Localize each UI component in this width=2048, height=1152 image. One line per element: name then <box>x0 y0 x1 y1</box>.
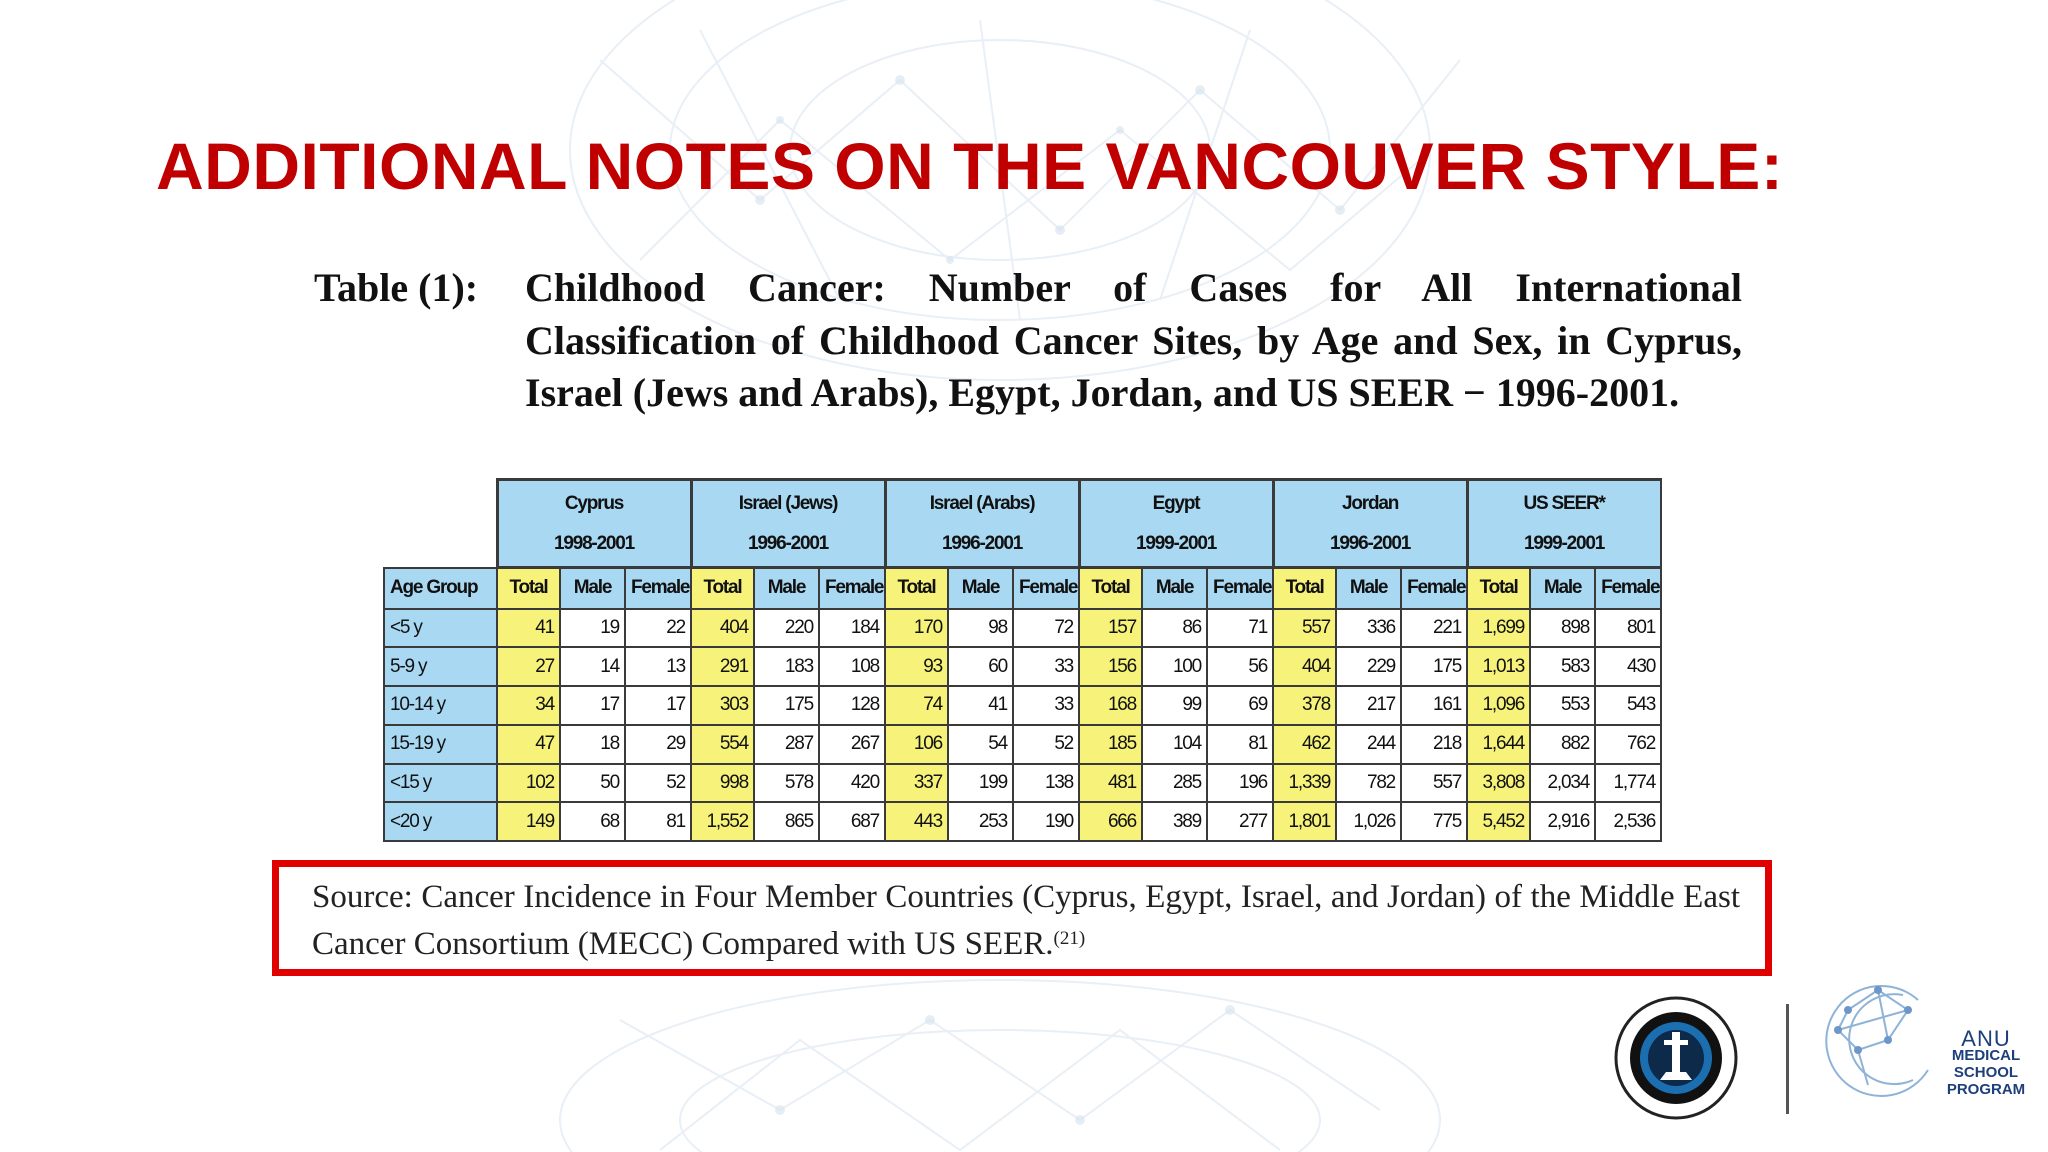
source-reference-number: (21) <box>1053 928 1086 949</box>
logo-divider <box>1786 1004 1789 1114</box>
table-cell: 196 <box>1207 764 1273 803</box>
country-header-row <box>384 480 1661 568</box>
table-cell: 865 <box>754 802 819 841</box>
blank-corner-cell <box>384 480 497 568</box>
table-cell: 33 <box>1013 647 1079 686</box>
table-cell: 47 <box>497 725 560 764</box>
table-cell: 41 <box>497 609 560 648</box>
column-header: Total <box>1079 568 1142 609</box>
table-cell: 33 <box>1013 686 1079 725</box>
table-cell: 81 <box>1207 725 1273 764</box>
table-cell: 29 <box>625 725 691 764</box>
anu-line3: SCHOOL <box>1953 1064 2019 1081</box>
table-row <box>384 725 1661 764</box>
country-period: 1996-2001 <box>942 532 1023 554</box>
table-cell: 404 <box>1273 647 1336 686</box>
table-cell: 775 <box>1401 802 1467 841</box>
table-row <box>384 802 1661 841</box>
table-cell: 666 <box>1079 802 1142 841</box>
table-cell: 1,644 <box>1467 725 1530 764</box>
table-cell: 149 <box>497 802 560 841</box>
table-cell: 72 <box>1013 609 1079 648</box>
table-cell: 285 <box>1142 764 1207 803</box>
table-cell: 34 <box>497 686 560 725</box>
alexandria-university-seal-icon <box>1614 996 1738 1120</box>
country-header-cell <box>691 480 885 568</box>
table-cell: 253 <box>948 802 1013 841</box>
table-cell: 161 <box>1401 686 1467 725</box>
table-cell: 98 <box>948 609 1013 648</box>
country-header-cell <box>1273 480 1467 568</box>
source-text: Source: Cancer Incidence in Four Member Countries (Cyprus, Egypt, Israel, and Jordan) of the Middle East Cancer Consortium (MECC) Compared with US SEER. <box>312 879 1740 962</box>
column-header: Female <box>1595 568 1661 609</box>
column-header: Total <box>1273 568 1336 609</box>
column-header: Male <box>1336 568 1401 609</box>
table-cell: 168 <box>1079 686 1142 725</box>
table-row <box>384 609 1661 648</box>
table-cell: 106 <box>885 725 948 764</box>
table-cell: 170 <box>885 609 948 648</box>
caption-body: Childhood Cancer: Number of Cases for All International Classification of Childhood Cancer Sites, by Age and Sex, in Cyprus, Israel (Jews and Arabs), Egypt, Jordan, and US SEER − 1996-2001. <box>525 265 1742 415</box>
anu-logo-text <box>1936 1026 2036 1098</box>
table-cell: 199 <box>948 764 1013 803</box>
column-header: Female <box>1401 568 1467 609</box>
country-period: 1998-2001 <box>553 532 635 554</box>
table-caption <box>314 262 1742 420</box>
table-cell: 554 <box>691 725 754 764</box>
table-cell: 443 <box>885 802 948 841</box>
table-cell: 1,026 <box>1336 802 1401 841</box>
table-cell: 267 <box>819 725 885 764</box>
table-row <box>384 764 1661 803</box>
country-header-cell <box>885 480 1079 568</box>
table-cell: 2,916 <box>1530 802 1595 841</box>
table-cell: 17 <box>560 686 625 725</box>
column-header: Total <box>1467 568 1530 609</box>
table-cell: 420 <box>819 764 885 803</box>
country-period: 1999-2001 <box>1524 532 1605 554</box>
table-cell: 1,552 <box>691 802 754 841</box>
country-name: Jordan <box>1341 492 1399 514</box>
table-cell: 578 <box>754 764 819 803</box>
table-cell: 99 <box>1142 686 1207 725</box>
source-citation <box>312 876 1740 965</box>
table-cell: 69 <box>1207 686 1273 725</box>
column-header: Total <box>497 568 560 609</box>
table-cell: 17 <box>625 686 691 725</box>
table-cell: 22 <box>625 609 691 648</box>
table-cell: 898 <box>1530 609 1595 648</box>
table-cell: 14 <box>560 647 625 686</box>
table-cell: 336 <box>1336 609 1401 648</box>
table-cell: 291 <box>691 647 754 686</box>
table-cell: 50 <box>560 764 625 803</box>
country-name: Israel (Arabs) <box>929 492 1035 514</box>
table-cell: 54 <box>948 725 1013 764</box>
table-cell: 138 <box>1013 764 1079 803</box>
table-cell: 81 <box>625 802 691 841</box>
table-cell: 1,339 <box>1273 764 1336 803</box>
table-cell: 378 <box>1273 686 1336 725</box>
table-cell: 229 <box>1336 647 1401 686</box>
country-period: 1999-2001 <box>1136 532 1217 554</box>
column-header: Female <box>625 568 691 609</box>
table-cell: 557 <box>1401 764 1467 803</box>
table-cell: 100 <box>1142 647 1207 686</box>
table-cell: 1,774 <box>1595 764 1661 803</box>
table-cell: 68 <box>560 802 625 841</box>
table-cell: 27 <box>497 647 560 686</box>
table-cell: 60 <box>948 647 1013 686</box>
country-name: US SEER* <box>1523 492 1605 514</box>
table-cell: 2,034 <box>1530 764 1595 803</box>
table-cell: 183 <box>754 647 819 686</box>
table-cell: 1,699 <box>1467 609 1530 648</box>
table-cell: 104 <box>1142 725 1207 764</box>
age-group-header: Age Group <box>384 568 497 609</box>
column-header: Female <box>1207 568 1273 609</box>
country-period: 1996-2001 <box>747 532 829 554</box>
table-cell: 52 <box>625 764 691 803</box>
table-cell: 74 <box>885 686 948 725</box>
table-cell: 18 <box>560 725 625 764</box>
age-group-cell: 10-14 y <box>384 686 497 725</box>
table-cell: 5,452 <box>1467 802 1530 841</box>
country-header-cell <box>497 480 691 568</box>
table-body <box>384 480 1661 842</box>
table-cell: 156 <box>1079 647 1142 686</box>
country-name: Israel (Jews) <box>738 492 838 514</box>
table-cell: 71 <box>1207 609 1273 648</box>
table-cell: 184 <box>819 609 885 648</box>
cancer-cases-table <box>383 478 1662 842</box>
table-cell: 13 <box>625 647 691 686</box>
table-cell: 3,808 <box>1467 764 1530 803</box>
age-group-cell: <20 y <box>384 802 497 841</box>
table-cell: 337 <box>885 764 948 803</box>
table-cell: 52 <box>1013 725 1079 764</box>
table-cell: 175 <box>1401 647 1467 686</box>
cancer-cases-table-wrapper <box>383 478 1662 856</box>
table-cell: 762 <box>1595 725 1661 764</box>
table-cell: 303 <box>691 686 754 725</box>
column-header: Male <box>948 568 1013 609</box>
country-period: 1996-2001 <box>1330 532 1411 554</box>
column-header: Total <box>691 568 754 609</box>
table-cell: 430 <box>1595 647 1661 686</box>
table-cell: 93 <box>885 647 948 686</box>
age-group-cell: 15-19 y <box>384 725 497 764</box>
table-cell: 687 <box>819 802 885 841</box>
table-cell: 287 <box>754 725 819 764</box>
age-group-cell: <15 y <box>384 764 497 803</box>
table-cell: 190 <box>1013 802 1079 841</box>
country-name: Cyprus <box>564 492 624 514</box>
table-cell: 175 <box>754 686 819 725</box>
table-cell: 2,536 <box>1595 802 1661 841</box>
table-cell: 128 <box>819 686 885 725</box>
table-cell: 462 <box>1273 725 1336 764</box>
table-cell: 543 <box>1595 686 1661 725</box>
country-name: Egypt <box>1152 492 1200 514</box>
column-header: Male <box>754 568 819 609</box>
table-cell: 19 <box>560 609 625 648</box>
table-cell: 86 <box>1142 609 1207 648</box>
column-header: Male <box>1530 568 1595 609</box>
table-row <box>384 647 1661 686</box>
table-cell: 389 <box>1142 802 1207 841</box>
column-header: Male <box>1142 568 1207 609</box>
country-header-cell <box>1079 480 1273 568</box>
table-row <box>384 686 1661 725</box>
column-header: Female <box>819 568 885 609</box>
table-cell: 108 <box>819 647 885 686</box>
table-cell: 801 <box>1595 609 1661 648</box>
anu-line2: MEDICAL <box>1951 1047 2021 1064</box>
table-cell: 404 <box>691 609 754 648</box>
anu-line1: ANU <box>1961 1026 2011 1051</box>
age-group-cell: <5 y <box>384 609 497 648</box>
column-header: Total <box>885 568 948 609</box>
caption-prefix: Table (1): <box>314 265 479 310</box>
age-group-cell: 5-9 y <box>384 647 497 686</box>
table-cell: 218 <box>1401 725 1467 764</box>
table-cell: 1,096 <box>1467 686 1530 725</box>
table-cell: 277 <box>1207 802 1273 841</box>
table-cell: 157 <box>1079 609 1142 648</box>
table-cell: 185 <box>1079 725 1142 764</box>
table-cell: 244 <box>1336 725 1401 764</box>
column-header-row <box>384 568 1661 609</box>
country-header-cell <box>1467 480 1661 568</box>
table-cell: 56 <box>1207 647 1273 686</box>
table-cell: 102 <box>497 764 560 803</box>
slide-title: ADDITIONAL NOTES ON THE VANCOUVER STYLE: <box>156 129 1784 203</box>
table-cell: 553 <box>1530 686 1595 725</box>
table-cell: 220 <box>754 609 819 648</box>
table-cell: 1,013 <box>1467 647 1530 686</box>
anu-line4: PROGRAM <box>1946 1081 2026 1098</box>
table-cell: 217 <box>1336 686 1401 725</box>
table-cell: 882 <box>1530 725 1595 764</box>
column-header: Male <box>560 568 625 609</box>
table-cell: 998 <box>691 764 754 803</box>
table-cell: 1,801 <box>1273 802 1336 841</box>
table-cell: 583 <box>1530 647 1595 686</box>
table-cell: 41 <box>948 686 1013 725</box>
table-cell: 557 <box>1273 609 1336 648</box>
table-cell: 782 <box>1336 764 1401 803</box>
column-header: Female <box>1013 568 1079 609</box>
table-cell: 221 <box>1401 609 1467 648</box>
table-cell: 481 <box>1079 764 1142 803</box>
